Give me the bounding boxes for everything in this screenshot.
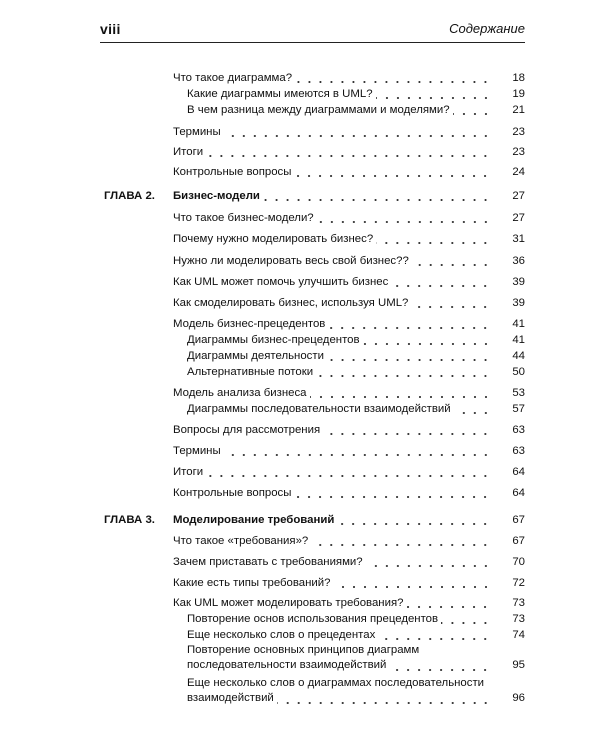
toc-entry-title: Нужно ли моделировать весь свой бизнес??	[173, 255, 409, 267]
leader-dots	[224, 443, 491, 457]
toc-entry-page: 95	[512, 659, 525, 671]
chapter-title: Бизнес-модели	[173, 190, 260, 202]
leader-dots	[310, 385, 491, 399]
toc-entry-title: Итоги	[173, 146, 204, 158]
toc-entry-page: 36	[512, 255, 525, 267]
toc-entry-page: 73	[512, 597, 525, 609]
leader-dots	[453, 102, 491, 116]
toc-entry-page: 21	[512, 104, 525, 116]
toc-entry-title: Как смоделировать бизнес, используя UML?	[173, 297, 409, 309]
toc-entry-title-line1: Повторение основных принципов диаграмм	[187, 644, 420, 656]
toc-entry-page: 41	[512, 334, 525, 346]
toc-entry-title: Что такое диаграмма?	[173, 72, 293, 84]
leader-dots	[206, 144, 491, 158]
leader-dots	[294, 164, 491, 178]
page-number: viii	[100, 21, 121, 37]
toc-entry-title: Какие диаграммы имеются в UML?	[187, 88, 373, 100]
leader-dots	[389, 658, 491, 672]
toc-entry-title: Диаграммы бизнес-прецедентов	[187, 334, 360, 346]
chapter-title: Моделирование требований	[173, 514, 335, 526]
toc-entry-page: 64	[512, 487, 525, 499]
leader-dots	[323, 422, 491, 436]
leader-dots	[317, 210, 491, 224]
toc-entry-title: Модель бизнес-прецедентов	[173, 318, 326, 330]
toc-entry-page: 57	[512, 403, 525, 415]
toc-entry-title: Модель анализа бизнеса	[173, 387, 307, 399]
leader-dots	[294, 485, 491, 499]
toc-entry[interactable]	[173, 250, 525, 268]
toc-entry-title: Почему нужно моделировать бизнес?	[173, 233, 374, 245]
leader-dots	[454, 401, 491, 415]
toc-entry[interactable]	[173, 292, 525, 310]
leader-dots	[316, 364, 491, 378]
toc-entry-multiline[interactable]	[187, 676, 525, 706]
toc-entry-page: 39	[512, 276, 525, 288]
toc-entry[interactable]	[173, 141, 525, 159]
toc-entry-page: 53	[512, 387, 525, 399]
toc-entry[interactable]	[173, 551, 525, 569]
leader-dots	[206, 464, 491, 478]
toc-entry[interactable]	[173, 207, 525, 225]
toc-entry-title: Контрольные вопросы	[173, 487, 292, 499]
leader-dots	[378, 627, 491, 641]
toc-entry[interactable]	[187, 624, 525, 642]
toc-entry-title: Что такое «требования»?	[173, 535, 309, 547]
leader-dots	[411, 295, 491, 309]
toc-entry-page: 50	[512, 366, 525, 378]
chapter-entry[interactable]	[173, 509, 525, 527]
toc-entry-page: 19	[512, 88, 525, 100]
toc-entry[interactable]	[173, 530, 525, 548]
toc-entry[interactable]	[173, 461, 525, 479]
toc-entry-title: Повторение основ использования прецедентов	[187, 613, 439, 625]
toc-entry[interactable]	[173, 121, 525, 139]
chapter-entry[interactable]	[173, 185, 525, 203]
leader-dots	[391, 274, 491, 288]
toc-entry-page: 23	[512, 126, 525, 138]
toc-entry-title: Зачем приставать с требованиями?	[173, 556, 363, 568]
chapter-label: ГЛАВА 2.	[104, 190, 155, 202]
chapter-label: ГЛАВА 3.	[104, 514, 155, 526]
toc-entry-page: 72	[512, 577, 525, 589]
leader-dots	[295, 70, 491, 84]
toc-entry[interactable]	[173, 228, 525, 246]
leader-dots	[224, 124, 491, 138]
toc-entry-title-line2: взаимодействий	[187, 692, 274, 704]
leader-dots	[376, 231, 491, 245]
toc-entry-title: Какие есть типы требований?	[173, 577, 331, 589]
toc-entry[interactable]	[187, 398, 525, 416]
toc-entry-title-line2: последовательности взаимодействий	[187, 659, 387, 671]
leader-dots	[311, 533, 491, 547]
toc-entry-title: Диаграммы деятельности	[187, 350, 324, 362]
toc-entry-title: Термины	[173, 445, 221, 457]
toc-entry-title: Что такое бизнес-модели?	[173, 212, 314, 224]
toc-entry[interactable]	[173, 271, 525, 289]
toc-entry-title: Итоги	[173, 466, 204, 478]
chapter-page: 27	[512, 190, 525, 202]
toc-entry-page: 41	[512, 318, 525, 330]
leader-dots	[366, 554, 491, 568]
toc-entry-title-line1: Еще несколько слов о диаграммах последовательности	[187, 677, 485, 689]
toc-entry-page: 70	[512, 556, 525, 568]
toc-entry-page: 67	[512, 535, 525, 547]
toc-entry[interactable]	[173, 419, 525, 437]
leader-dots	[376, 86, 491, 100]
toc-entry-title: Как UML может помочь улучшить бизнес	[173, 276, 389, 288]
toc-entry-page: 64	[512, 466, 525, 478]
leader-dots	[334, 575, 492, 589]
toc-entry-page: 73	[512, 613, 525, 625]
toc-entry-page: 44	[512, 350, 525, 362]
toc-entry-title: Еще несколько слов о прецедентах	[187, 629, 376, 641]
leader-dots	[328, 316, 491, 330]
toc-entry-page: 31	[512, 233, 525, 245]
toc-entry[interactable]	[187, 99, 525, 117]
leader-dots	[337, 512, 491, 526]
toc-entry-page: 27	[512, 212, 525, 224]
leader-dots	[363, 332, 491, 346]
toc-entry[interactable]	[173, 572, 525, 590]
toc-entry-title: Альтернативные потоки	[187, 366, 314, 378]
toc-entry[interactable]	[173, 482, 525, 500]
toc-entry[interactable]	[187, 361, 525, 379]
leader-dots	[441, 611, 491, 625]
toc-entry-page: 24	[512, 166, 525, 178]
toc-entry-page: 96	[512, 692, 525, 704]
toc-entry-title: Как UML может моделировать требования?	[173, 597, 404, 609]
page-header	[100, 20, 525, 43]
toc-entry-page: 23	[512, 146, 525, 158]
toc-entry-multiline[interactable]	[187, 643, 525, 673]
toc-entry-page: 74	[512, 629, 525, 641]
toc-entry-title: Термины	[173, 126, 221, 138]
toc-entry[interactable]	[173, 161, 525, 179]
toc-entry[interactable]	[173, 440, 525, 458]
chapter-page: 67	[512, 514, 525, 526]
toc-entry-page: 39	[512, 297, 525, 309]
leader-dots	[327, 348, 491, 362]
leader-dots	[277, 691, 491, 705]
leader-dots	[412, 253, 491, 267]
leader-dots	[406, 595, 491, 609]
toc-entry-title: Контрольные вопросы	[173, 166, 292, 178]
toc-entry-page: 63	[512, 424, 525, 436]
toc-entry-title: Вопросы для рассмотрения	[173, 424, 321, 436]
running-title: Содержание	[449, 21, 525, 36]
leader-dots	[263, 188, 491, 202]
toc-entry-page: 63	[512, 445, 525, 457]
toc-entry-title: Диаграммы последовательности взаимодействий	[187, 403, 451, 415]
toc-entry-page: 18	[512, 72, 525, 84]
toc-entry-title: В чем разница между диаграммами и моделями?	[187, 104, 450, 116]
